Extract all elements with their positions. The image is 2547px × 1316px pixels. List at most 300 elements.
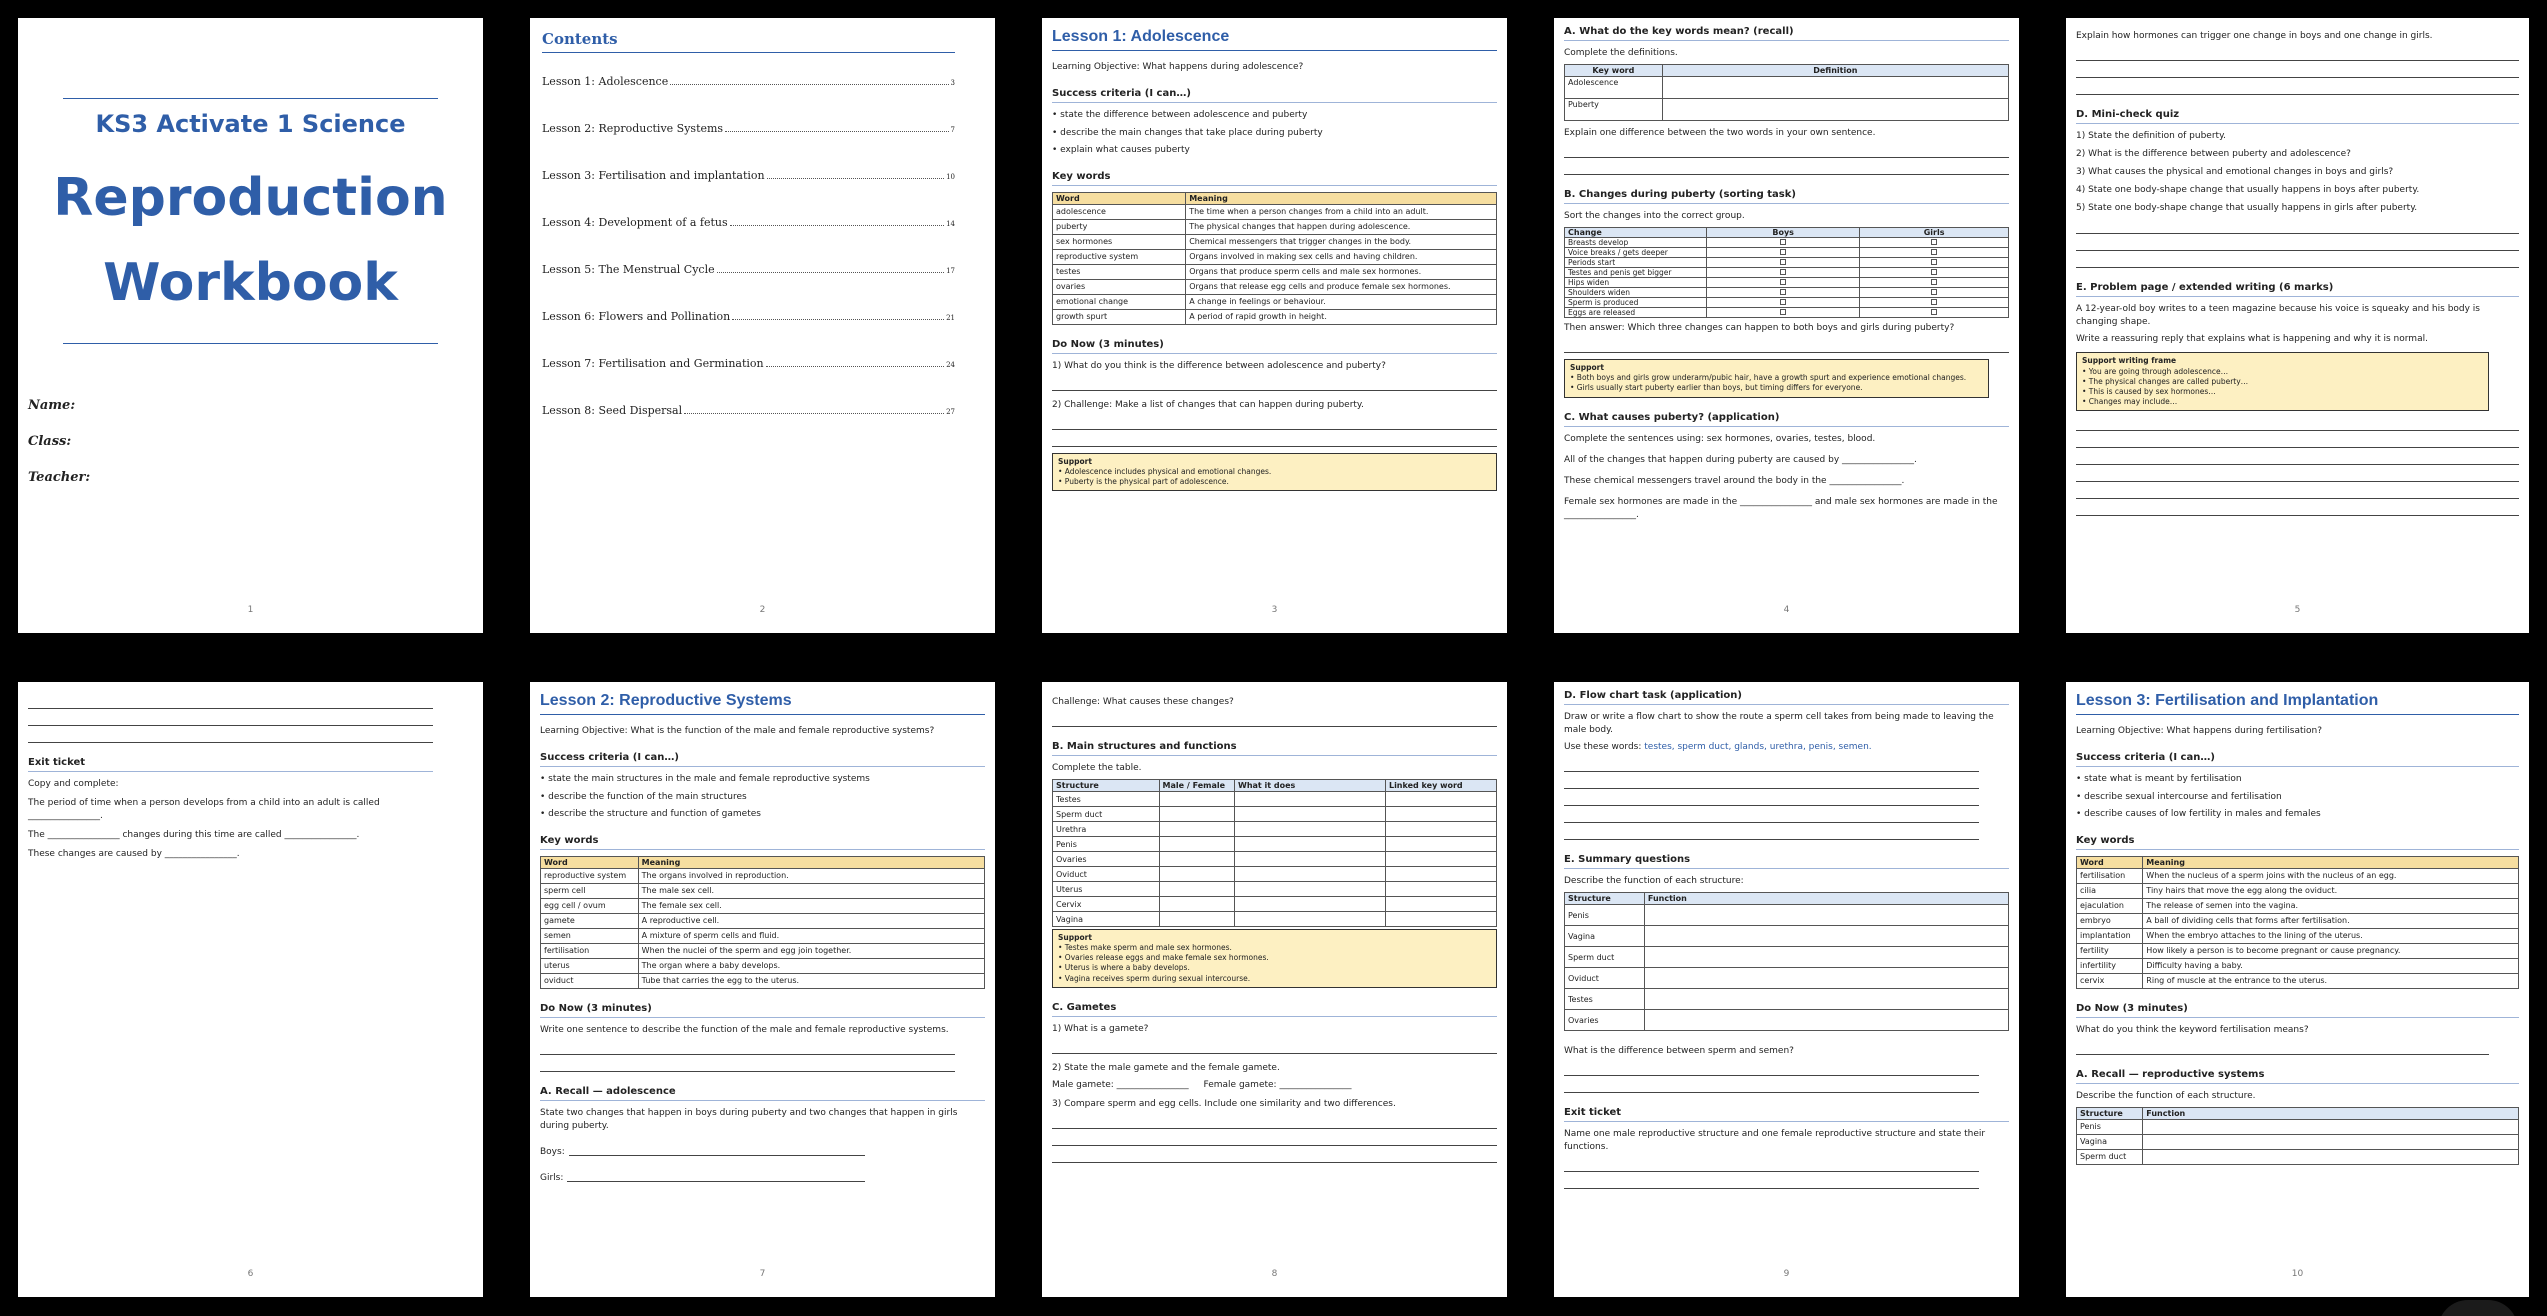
answer-line[interactable] <box>540 1058 955 1072</box>
kw-word: semen <box>541 928 639 943</box>
table-row <box>1565 258 2009 268</box>
answer-line[interactable] <box>540 1041 955 1055</box>
table-cell[interactable] <box>1159 912 1234 927</box>
section-a-instruction: Describe the function of each structure. <box>2076 1090 2256 1101</box>
kw-meaning: A period of rapid growth in height. <box>1186 309 1497 324</box>
change-label: Periods start <box>1565 258 1707 268</box>
answer-line[interactable] <box>2076 485 2519 499</box>
answer-line[interactable] <box>1052 433 1497 447</box>
answer-line[interactable] <box>1564 1062 1979 1076</box>
toc-leader <box>766 359 944 367</box>
boys-checkbox[interactable] <box>1780 259 1786 265</box>
table-cell[interactable] <box>1235 792 1386 807</box>
table-row <box>1565 77 2009 99</box>
girls-checkbox[interactable] <box>1931 279 1937 285</box>
donow-heading: Do Now (3 minutes) <box>1052 339 1497 354</box>
answer-line[interactable] <box>1564 144 2009 158</box>
table-cell[interactable] <box>1159 867 1234 882</box>
change-label: Testes and penis get bigger <box>1565 268 1707 278</box>
support-line: • Ovaries release eggs and make female sex hormones. <box>1058 953 1269 963</box>
criteria-item: • describe the main changes that take place during puberty <box>1052 127 1323 138</box>
toc-item[interactable] <box>542 357 955 370</box>
support-box <box>1564 359 1989 397</box>
table-cell[interactable] <box>1385 882 1496 897</box>
answer-line[interactable] <box>1052 1132 1497 1146</box>
criteria-item: • explain what causes puberty <box>1052 145 1190 156</box>
keywords-heading: Key words <box>2076 835 2519 850</box>
class-label: Class: <box>28 434 72 449</box>
support-line: • Uterus is where a baby develops. <box>1058 963 1190 973</box>
col-definition: Definition <box>1662 65 2008 77</box>
criteria-item: • describe the function of the main structures <box>540 791 747 802</box>
section-e-instruction: Describe the function of each structure: <box>1564 876 1744 887</box>
support-box <box>1052 929 1497 988</box>
section-b-heading: B. Main structures and functions <box>1052 741 1497 756</box>
def-word: Adolescence <box>1565 77 1663 99</box>
change-label: Voice breaks / gets deeper <box>1565 248 1707 258</box>
page-lesson3 <box>2066 682 2529 1297</box>
support-line: • This is caused by sex hormones… <box>2082 386 2216 396</box>
page-number: 7 <box>759 1269 766 1279</box>
col-structure: Structure <box>2077 1107 2143 1119</box>
answer-line[interactable] <box>1052 713 1497 727</box>
kw-meaning: Ring of muscle at the entrance to the uterus. <box>2143 973 2519 988</box>
page-4 <box>1554 18 2019 633</box>
table-cell[interactable] <box>1235 912 1386 927</box>
support-line: • The physical changes are called puberty… <box>2082 376 2249 386</box>
donow-heading: Do Now (3 minutes) <box>540 1003 985 1018</box>
criteria-item: • state the difference between adolescence and puberty <box>1052 110 1308 121</box>
learning-objective: Learning Objective: What happens during adolescence? <box>1052 62 1304 72</box>
kw-meaning: Difficulty having a baby. <box>2143 958 2519 973</box>
kw-meaning: The organs involved in reproduction. <box>638 868 984 883</box>
table-row <box>1053 294 1497 309</box>
structure-label: Ovaries <box>1565 1010 1645 1031</box>
table-row <box>1053 822 1497 837</box>
support-title: Support <box>1058 933 1092 943</box>
section-d-instruction: Draw or write a flow chart to show the route a sperm cell takes from being made to leaving the male body. <box>1564 712 1994 736</box>
support-box <box>2076 352 2489 411</box>
section-d-words-row <box>1564 741 2009 754</box>
lesson-title: Lesson 2: Reproductive Systems <box>540 692 985 715</box>
kw-word: puberty <box>1053 219 1186 234</box>
table-cell[interactable] <box>1159 822 1234 837</box>
kw-meaning: Organs that produce sperm cells and male sex hormones. <box>1186 264 1497 279</box>
table-cell[interactable] <box>1235 837 1386 852</box>
col-structure: Structure <box>1565 893 1645 905</box>
table-cell[interactable] <box>1235 867 1386 882</box>
support-title: Support writing frame <box>2082 356 2177 366</box>
kw-meaning: A mixture of sperm cells and fluid. <box>638 928 984 943</box>
table-cell[interactable] <box>1644 926 2008 947</box>
teacher-label: Teacher: <box>28 470 91 485</box>
answer-line[interactable] <box>1564 1175 1979 1189</box>
def-cell[interactable] <box>1662 77 2008 99</box>
criteria-item: • state the main structures in the male and female reproductive systems <box>540 774 870 785</box>
answer-line[interactable] <box>1564 792 1979 806</box>
kw-word: ovaries <box>1053 279 1186 294</box>
toc-item[interactable] <box>542 263 955 276</box>
answer-line[interactable] <box>2076 502 2519 516</box>
support-line: • Girls usually start puberty earlier than boys, but timing differs for everyone. <box>1570 383 1863 393</box>
table-cell[interactable] <box>1644 947 2008 968</box>
col-meaning: Meaning <box>2143 856 2519 868</box>
question-top: Explain how hormones can trigger one change in boys and one change in girls. <box>2076 31 2433 41</box>
change-label: Shoulders widen <box>1565 288 1707 298</box>
section-e-heading: E. Summary questions <box>1564 854 2009 869</box>
learning-objective: Learning Objective: What happens during fertilisation? <box>2076 726 2322 736</box>
col-girls: Girls <box>1860 228 2009 238</box>
section-a-heading: A. What do the key words mean? (recall) <box>1564 26 2009 41</box>
answer-line[interactable] <box>2076 47 2519 61</box>
page-number: 6 <box>247 1269 254 1279</box>
kw-word: infertility <box>2077 958 2143 973</box>
table-cell[interactable] <box>1159 882 1234 897</box>
structure-label: Testes <box>1053 792 1160 807</box>
table-row <box>1565 278 2009 288</box>
table-cell[interactable] <box>1644 989 2008 1010</box>
table-cell[interactable] <box>1159 807 1234 822</box>
gametes-question: 1) What is a gamete? <box>1052 1023 1149 1034</box>
section-c-heading: C. Gametes <box>1052 1002 1497 1017</box>
boys-checkbox[interactable] <box>1780 239 1786 245</box>
success-heading: Success criteria (I can…) <box>540 752 985 767</box>
toc-page-number: 10 <box>946 173 955 181</box>
table-cell[interactable] <box>1385 867 1496 882</box>
answer-line[interactable] <box>28 712 433 726</box>
table-cell[interactable] <box>1385 807 1496 822</box>
kw-meaning: A change in feelings or behaviour. <box>1186 294 1497 309</box>
table-cell[interactable] <box>2143 1149 2519 1164</box>
table-cell[interactable] <box>1235 852 1386 867</box>
answer-line[interactable] <box>1564 826 1979 840</box>
criteria-item: • describe sexual intercourse and fertilisation <box>2076 791 2282 802</box>
answer-line[interactable] <box>2076 434 2519 448</box>
def-cell[interactable] <box>1662 99 2008 121</box>
table-cell[interactable] <box>2143 1134 2519 1149</box>
change-label: Hips widen <box>1565 278 1707 288</box>
answer-line[interactable] <box>2076 220 2519 234</box>
section-a-heading: A. Recall — reproductive systems <box>2076 1069 2519 1084</box>
boys-label: Boys: <box>540 1146 565 1157</box>
answer-line[interactable] <box>1564 1079 1979 1093</box>
kw-meaning: When the embryo attaches to the lining of the uterus. <box>2143 928 2519 943</box>
toc-leader <box>732 312 944 320</box>
answer-line[interactable] <box>2076 417 2519 431</box>
donow-question: Write one sentence to describe the function of the male and female reproductive systems. <box>540 1024 949 1035</box>
page-number: 9 <box>1783 1269 1790 1279</box>
table-row <box>541 898 985 913</box>
section-d-words: testes, sperm duct, glands, urethra, penis, semen. <box>1644 742 1872 753</box>
structures-table <box>1052 779 1497 927</box>
support-line: • Both boys and girls grow underarm/pubic hair, have a growth spurt and experience emotional changes. <box>1570 373 1967 383</box>
answer-line[interactable] <box>1564 758 1979 772</box>
table-cell[interactable] <box>1159 852 1234 867</box>
male-gamete-label: Male gamete: ________________ <box>1052 1079 1189 1090</box>
kw-meaning: Organs that release egg cells and produce female sex hormones. <box>1186 279 1497 294</box>
boys-checkbox[interactable] <box>1780 299 1786 305</box>
toc-leader <box>670 77 948 85</box>
answer-line[interactable] <box>28 729 433 743</box>
kw-meaning: The organ where a baby develops. <box>638 958 984 973</box>
support-title: Support <box>1058 456 1092 466</box>
page-8 <box>1042 682 1507 1297</box>
table-cell[interactable] <box>1385 897 1496 912</box>
table-cell[interactable] <box>1159 837 1234 852</box>
quiz-item: 1) State the definition of puberty. <box>2076 131 2226 142</box>
girls-checkbox[interactable] <box>1931 289 1937 295</box>
answer-line[interactable] <box>2076 468 2519 482</box>
toc-item[interactable] <box>542 404 955 417</box>
criteria-item: • state what is meant by fertilisation <box>2076 774 2242 785</box>
table-row <box>2077 1119 2519 1134</box>
cover-title-line1: Reproduction <box>53 168 448 228</box>
definitions-table <box>1564 64 2009 121</box>
challenge-question: Challenge: What causes these changes? <box>1052 697 1234 707</box>
challenge-question: 2) Challenge: Make a list of changes that can happen during puberty. <box>1052 399 1364 410</box>
section-c-sentence: All of the changes that happen during puberty are caused by ________________. <box>1564 454 1917 465</box>
section-e-question: What is the difference between sperm and semen? <box>1564 1046 1794 1057</box>
structure-label: Sperm duct <box>1053 807 1160 822</box>
toc-item[interactable] <box>542 169 955 182</box>
lesson-title: Lesson 1: Adolescence <box>1052 28 1497 51</box>
gametes-question: 2) State the male gamete and the female gamete. <box>1052 1062 1280 1073</box>
kw-meaning: A ball of dividing cells that forms after fertilisation. <box>2143 913 2519 928</box>
table-cell[interactable] <box>1644 1010 2008 1031</box>
toc-page-number: 24 <box>946 361 955 369</box>
kw-meaning: The male sex cell. <box>638 883 984 898</box>
table-cell[interactable] <box>1385 852 1496 867</box>
boys-checkbox[interactable] <box>1780 309 1786 315</box>
girls-label: Girls: <box>540 1172 564 1183</box>
answer-line[interactable] <box>2076 254 2519 268</box>
page-number: 8 <box>1271 1269 1278 1279</box>
keywords-heading: Key words <box>1052 171 1497 186</box>
answer-line[interactable] <box>567 1168 865 1182</box>
table-row <box>541 958 985 973</box>
answer-line[interactable] <box>569 1142 865 1156</box>
toc-item[interactable] <box>542 122 955 135</box>
support-line: • Testes make sperm and male sex hormones. <box>1058 943 1232 953</box>
table-cell[interactable] <box>1235 897 1386 912</box>
answer-line[interactable] <box>1052 1115 1497 1129</box>
structure-label: Vagina <box>2077 1134 2143 1149</box>
toc-item[interactable] <box>542 216 955 229</box>
donow-heading: Do Now (3 minutes) <box>2076 1003 2519 1018</box>
page-9 <box>1554 682 2019 1297</box>
answer-line[interactable] <box>2076 451 2519 465</box>
boys-checkbox[interactable] <box>1780 269 1786 275</box>
answer-line[interactable] <box>28 695 433 709</box>
answer-line[interactable] <box>1052 1149 1497 1163</box>
cover-top-rule <box>63 98 438 99</box>
page-number: 2 <box>759 605 766 615</box>
table-cell[interactable] <box>1159 897 1234 912</box>
table-row <box>1053 234 1497 249</box>
gametes-answers <box>1052 1079 1497 1092</box>
kw-word: adolescence <box>1053 204 1186 219</box>
section-a-question: State two changes that happen in boys during puberty and two changes that happen in girls during puberty. <box>540 1107 958 1131</box>
structure-label: Vagina <box>1053 912 1160 927</box>
table-row <box>2077 898 2519 913</box>
girls-checkbox[interactable] <box>1931 239 1937 245</box>
section-d-heading: D. Flow chart task (application) <box>1564 690 2009 705</box>
table-row <box>1565 926 2009 947</box>
answer-line[interactable] <box>1564 1158 1979 1172</box>
kw-word: testes <box>1053 264 1186 279</box>
table-cell[interactable] <box>1385 912 1496 927</box>
toc-leader <box>684 406 944 414</box>
table-row <box>2077 868 2519 883</box>
table-cell[interactable] <box>2143 1119 2519 1134</box>
kw-word: emotional change <box>1053 294 1186 309</box>
table-cell[interactable] <box>1644 905 2008 926</box>
toc-label: Lesson 3: Fertilisation and implantation <box>542 169 765 182</box>
answer-line[interactable] <box>2076 237 2519 251</box>
col-function: Function <box>1644 893 2008 905</box>
kw-meaning: The release of semen into the vagina. <box>2143 898 2519 913</box>
kw-word: egg cell / ovum <box>541 898 639 913</box>
table-row <box>1053 837 1497 852</box>
girls-checkbox[interactable] <box>1931 249 1937 255</box>
girls-checkbox[interactable] <box>1931 309 1937 315</box>
kw-word: embryo <box>2077 913 2143 928</box>
kw-meaning: Tube that carries the egg to the uterus. <box>638 973 984 988</box>
table-row <box>2077 958 2519 973</box>
table-cell[interactable] <box>1644 968 2008 989</box>
keywords-heading: Key words <box>540 835 985 850</box>
table-row <box>1053 912 1497 927</box>
answer-line[interactable] <box>1052 1040 1497 1054</box>
answer-line[interactable] <box>1564 775 1979 789</box>
answer-line[interactable] <box>2076 1041 2489 1055</box>
summary-table <box>1564 892 2009 1031</box>
table-cell[interactable] <box>1385 822 1496 837</box>
section-a-heading: A. Recall — adolescence <box>540 1086 985 1101</box>
toc-item[interactable] <box>542 75 955 88</box>
keywords-table <box>1052 192 1497 325</box>
donow-question: 1) What do you think is the difference between adolescence and puberty? <box>1052 360 1386 371</box>
table-row <box>2077 973 2519 988</box>
contents-heading: Contents <box>542 30 955 53</box>
col-structure: Structure <box>1053 780 1160 792</box>
page-6 <box>18 682 483 1297</box>
toc-page-number: 7 <box>950 126 955 134</box>
boys-row <box>540 1139 985 1159</box>
answer-line[interactable] <box>1052 377 1497 391</box>
table-row <box>541 883 985 898</box>
toc-page-number: 17 <box>946 267 955 275</box>
answer-line[interactable] <box>1564 161 2009 175</box>
change-label: Eggs are released <box>1565 308 1707 318</box>
kw-word: cervix <box>2077 973 2143 988</box>
structure-label: Testes <box>1565 989 1645 1010</box>
answer-line[interactable] <box>2076 64 2519 78</box>
criteria-item: • describe the structure and function of gametes <box>540 809 761 820</box>
table-cell[interactable] <box>1235 822 1386 837</box>
kw-meaning: Tiny hairs that move the egg along the oviduct. <box>2143 883 2519 898</box>
section-e-text: Write a reassuring reply that explains what is happening and why it is normal. <box>2076 334 2428 345</box>
answer-line[interactable] <box>1564 339 2009 353</box>
kw-meaning: The physical changes that happen during adolescence. <box>1186 219 1497 234</box>
table-row <box>1565 308 2009 318</box>
page-5 <box>2066 18 2529 633</box>
answer-line[interactable] <box>1564 809 1979 823</box>
toc-leader <box>767 171 944 179</box>
kw-word: oviduct <box>541 973 639 988</box>
boys-checkbox[interactable] <box>1780 289 1786 295</box>
kw-meaning: How likely a person is to become pregnant or cause pregnancy. <box>2143 943 2519 958</box>
girls-checkbox[interactable] <box>1931 299 1937 305</box>
girls-row <box>540 1165 985 1185</box>
kw-meaning: When the nuclei of the sperm and egg join together. <box>638 943 984 958</box>
table-row <box>1053 219 1497 234</box>
col-boys: Boys <box>1707 228 1860 238</box>
section-b-instruction: Complete the table. <box>1052 763 1142 774</box>
boys-checkbox[interactable] <box>1780 249 1786 255</box>
toc-label: Lesson 4: Development of a fetus <box>542 216 728 229</box>
kw-meaning: Organs involved in making sex cells and having children. <box>1186 249 1497 264</box>
kw-word: fertilisation <box>541 943 639 958</box>
girls-checkbox[interactable] <box>1931 259 1937 265</box>
structure-label: Penis <box>1053 837 1160 852</box>
table-row <box>1053 852 1497 867</box>
kw-word: implantation <box>2077 928 2143 943</box>
table-cell[interactable] <box>1385 792 1496 807</box>
table-cell[interactable] <box>1235 807 1386 822</box>
support-line: • Changes may include… <box>2082 396 2178 406</box>
col-linked-key-word: Linked key word <box>1385 780 1496 792</box>
table-row <box>1565 947 2009 968</box>
table-row <box>1053 249 1497 264</box>
table-row <box>541 913 985 928</box>
section-a-instruction: Complete the definitions. <box>1564 48 1678 58</box>
section-c-heading: C. What causes puberty? (application) <box>1564 412 2009 427</box>
exit-ticket-heading: Exit ticket <box>1564 1107 2009 1122</box>
kw-word: sperm cell <box>541 883 639 898</box>
section-c-sentence: Female sex hormones are made in the ________________ and male sex hormones are made in the ________________. <box>1564 496 1998 520</box>
table-row <box>1053 807 1497 822</box>
toc-list <box>542 75 955 417</box>
section-e-heading: E. Problem page / extended writing (6 marks) <box>2076 282 2519 297</box>
toc-item[interactable] <box>542 310 955 323</box>
boys-checkbox[interactable] <box>1780 279 1786 285</box>
learning-objective: Learning Objective: What is the function of the male and female reproductive systems? <box>540 726 935 736</box>
table-row <box>1053 264 1497 279</box>
corner-widget <box>2438 1300 2518 1316</box>
col-word: Word <box>541 856 639 868</box>
table-cell[interactable] <box>1159 792 1234 807</box>
table-cell[interactable] <box>1385 837 1496 852</box>
answer-line[interactable] <box>1052 416 1497 430</box>
support-line: • Vagina receives sperm during sexual intercourse. <box>1058 973 1251 983</box>
toc-label: Lesson 1: Adolescence <box>542 75 669 88</box>
toc-label: Lesson 6: Flowers and Pollination <box>542 310 731 323</box>
table-row <box>1565 905 2009 926</box>
girls-checkbox[interactable] <box>1931 269 1937 275</box>
kw-word: uterus <box>541 958 639 973</box>
section-b-heading: B. Changes during puberty (sorting task) <box>1564 189 2009 204</box>
page-number: 5 <box>2294 605 2301 615</box>
answer-line[interactable] <box>2076 81 2519 95</box>
page-cover <box>18 18 483 633</box>
structure-label: Oviduct <box>1053 867 1160 882</box>
exit-sentence: These changes are caused by ________________. <box>28 849 240 860</box>
toc-label: Lesson 2: Reproductive Systems <box>542 122 724 135</box>
table-cell[interactable] <box>1235 882 1386 897</box>
toc-page-number: 14 <box>946 220 955 228</box>
cover-bottom-rule <box>63 343 438 344</box>
